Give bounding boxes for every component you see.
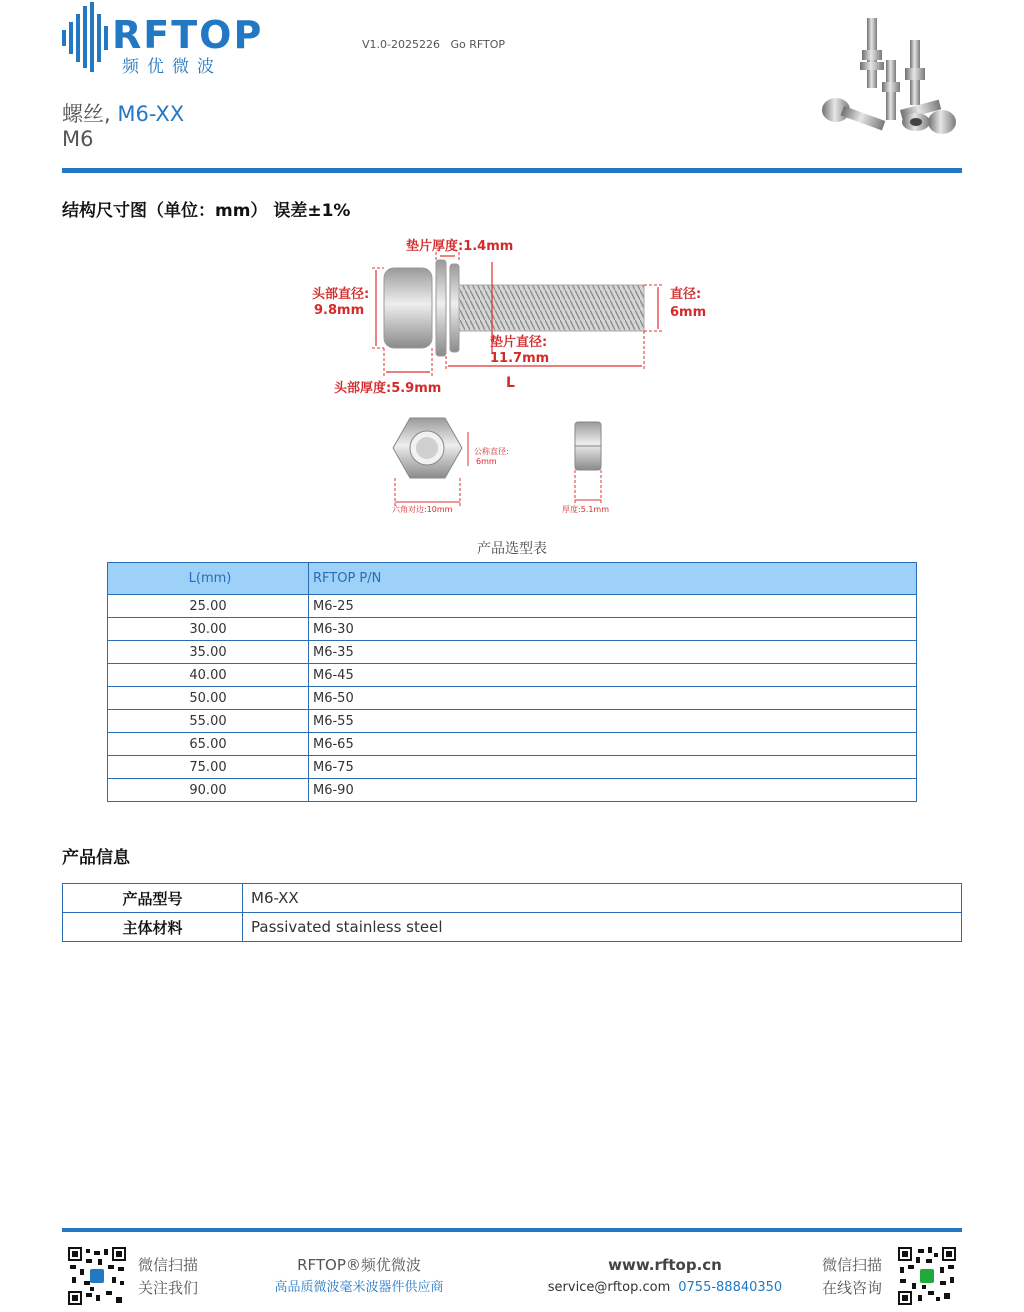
cell-part-number: M6-45 <box>309 664 917 687</box>
header-divider <box>62 168 962 173</box>
table-header-row <box>108 563 917 595</box>
qr-code-icon <box>898 1247 956 1305</box>
diameter-label: 直径: <box>670 287 702 302</box>
selection-table <box>107 562 917 802</box>
dimension-drawing <box>300 230 730 530</box>
title-model: M6-XX <box>117 102 185 126</box>
selection-table-caption: 产品选型表 <box>477 541 547 557</box>
cell-length: 65.00 <box>108 733 309 756</box>
cell-part-number: M6-75 <box>309 756 917 779</box>
wechat-follow-text <box>138 1254 198 1300</box>
cell-length: 25.00 <box>108 595 309 618</box>
table-row <box>108 779 917 802</box>
length-label: L <box>506 375 515 391</box>
table-row <box>108 595 917 618</box>
table-row <box>108 687 917 710</box>
company-logo <box>62 0 272 75</box>
table-row <box>108 733 917 756</box>
wechat-consult-line1: 微信扫描 <box>822 1256 883 1274</box>
footer-brand <box>268 1254 450 1298</box>
product-info-table <box>62 883 962 942</box>
phone-number: 0755-88840350 <box>678 1280 783 1295</box>
cell-part-number: M6-65 <box>309 733 917 756</box>
nut-nominal-value: 6mm <box>476 457 497 466</box>
wechat-follow-line1: 微信扫描 <box>138 1256 199 1274</box>
washer-diameter-label: 垫片直径: <box>490 335 548 350</box>
page-subtitle: M6 <box>62 127 94 151</box>
cell-part-number: M6-35 <box>309 641 917 664</box>
wechat-consult-text <box>822 1254 882 1300</box>
cell-part-number: M6-90 <box>309 779 917 802</box>
title-prefix: 螺丝, <box>62 102 118 126</box>
cell-part-number: M6-55 <box>309 710 917 733</box>
section-heading-drawing: 结构尺寸图（单位：mm） 误差±1% <box>62 201 351 221</box>
washer-diameter-value: 11.7mm <box>490 351 550 366</box>
cell-length: 75.00 <box>108 756 309 779</box>
logo-bars-icon <box>62 2 108 72</box>
cell-part-number: M6-25 <box>309 595 917 618</box>
table-row <box>63 884 962 913</box>
head-diameter-value: 9.8mm <box>314 303 365 318</box>
section-heading-product-info: 产品信息 <box>62 848 130 868</box>
table-row <box>108 664 917 687</box>
cell-length: 55.00 <box>108 710 309 733</box>
website-link[interactable]: www.rftop.cn <box>608 1256 722 1274</box>
info-value: Passivated stainless steel <box>243 913 962 942</box>
table-row <box>108 618 917 641</box>
table-row <box>108 710 917 733</box>
head-diameter-label: 头部直径: <box>312 287 370 302</box>
wechat-follow-line2: 关注我们 <box>138 1279 199 1297</box>
info-value: M6-XX <box>243 884 962 913</box>
qr-code-icon <box>68 1247 126 1305</box>
nut-thickness-label: 厚度:5.1mm <box>562 505 610 514</box>
nut-across-flats: 六角对边:10mm <box>392 505 453 514</box>
wechat-consult-line2: 在线咨询 <box>822 1279 883 1297</box>
footer-divider <box>62 1228 962 1232</box>
cell-length: 30.00 <box>108 618 309 641</box>
info-key: 产品型号 <box>63 884 243 913</box>
logo-cn: 频优微波 <box>122 57 222 77</box>
cell-length: 50.00 <box>108 687 309 710</box>
washer-thickness-label: 垫片厚度:1.4mm <box>406 239 514 254</box>
header-length: L(mm) <box>108 563 309 595</box>
cell-length: 35.00 <box>108 641 309 664</box>
info-key: 主体材料 <box>63 913 243 942</box>
email-link[interactable]: service@rftop.com <box>547 1280 671 1295</box>
cell-part-number: M6-50 <box>309 687 917 710</box>
header-part-number: RFTOP P/N <box>309 563 917 595</box>
cell-length: 40.00 <box>108 664 309 687</box>
version-text: V1.0-2025226 Go RFTOP <box>362 38 506 51</box>
product-photo <box>812 10 964 150</box>
footer-contact <box>540 1254 790 1298</box>
footer-brand-name: RFTOP®频优微波 <box>297 1256 421 1274</box>
diameter-value: 6mm <box>670 305 707 320</box>
table-row <box>108 756 917 779</box>
table-row <box>108 641 917 664</box>
table-row <box>63 913 962 942</box>
logo-word: RFTOP <box>112 13 264 57</box>
footer-brand-slogan: 高品质微波毫米波器件供应商 <box>274 1280 444 1295</box>
cell-length: 90.00 <box>108 779 309 802</box>
nut-nominal-label: 公称直径: <box>474 447 509 456</box>
page-title <box>62 98 184 128</box>
head-thickness-label: 头部厚度:5.9mm <box>334 381 442 396</box>
cell-part-number: M6-30 <box>309 618 917 641</box>
